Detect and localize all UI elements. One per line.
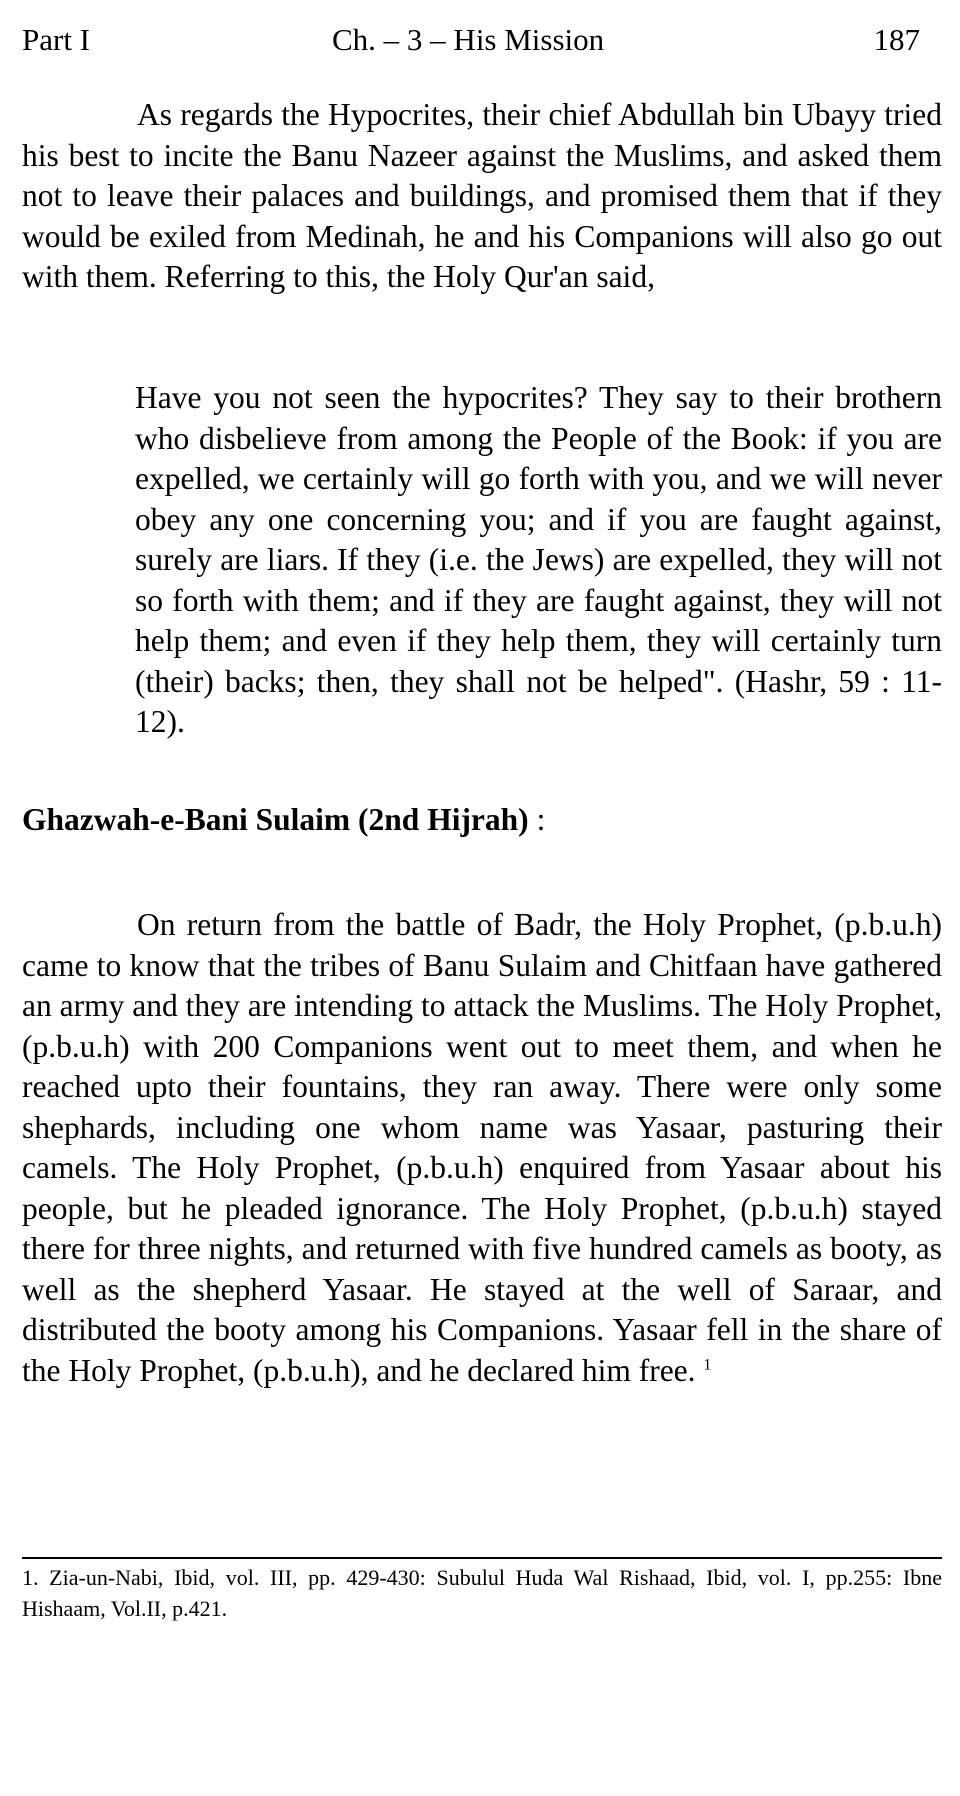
section-heading-title: Ghazwah-e-Bani Sulaim (2nd Hijrah) bbox=[22, 802, 529, 837]
quran-quotation: Have you not seen the hypocrites? They say to their brothern who disbelieve from among the People of the Book: if you are expelled, we certainly will go forth with you, and we will never obey any one concerning you; and if you are faught against, surely are liars. If they (i.e. the Jews) are expelled, they will not so forth with them; and if they are faught against, they will not help them; and even if they help them, they will certainly turn (their) backs; then, they shall not be helped". (Hashr, 59 : 11-12). bbox=[135, 380, 942, 739]
part-label: Part I bbox=[22, 22, 91, 57]
footnote-divider bbox=[22, 1557, 942, 1559]
section-heading-suffix: : bbox=[528, 802, 546, 837]
section-heading bbox=[22, 798, 545, 842]
paragraph-bani-sulaim-text: On return from the battle of Badr, the Holy Prophet, (p.b.u.h) came to know that the tribes of Banu Sulaim and Chitfaan have gathered an army and they are intending to attack the Muslims. The Holy Prophet, (p.b.u.h) with 200 Companions went out to meet them, and when he reached upto their fountains, they ran away. There were only some shephards, including one whom name was Yasaar, pasturing their camels. The Holy Prophet, (p.b.u.h) enquired from Yasaar about his people, but he pleaded ignorance. The Holy Prophet, (p.b.u.h) stayed there for three nights, and returned with five hundred camels as booty, as well as the shepherd Yasaar. He stayed at the well of Saraar, and distributed the booty among his Companions. Yasaar fell in the share of the Holy Prophet, (p.b.u.h), and he declared him free. bbox=[22, 907, 942, 1388]
paragraph-bani-sulaim bbox=[22, 905, 942, 1391]
chapter-title: Ch. – 3 – His Mission bbox=[332, 22, 605, 57]
page-header bbox=[22, 16, 920, 64]
page-number: 187 bbox=[873, 22, 920, 57]
footnote: 1. Zia-un-Nabi, Ibid, vol. III, pp. 429-430: Subulul Huda Wal Rishaad, Ibid, vol. I, pp.255: Ibne Hishaam, Vol.II, p.421. bbox=[22, 1565, 942, 1621]
paragraph-hypocrites: As regards the Hypocrites, their chief Abdullah bin Ubayy tried his best to incite the Banu Nazeer against the Muslims, and asked them not to leave their palaces and buildings, and promised them that if they would be exiled from Medinah, he and his Companions will also go out with them. Referring to this, the Holy Qur'an said, bbox=[22, 97, 942, 294]
footnote-reference: 1 bbox=[703, 1356, 712, 1373]
